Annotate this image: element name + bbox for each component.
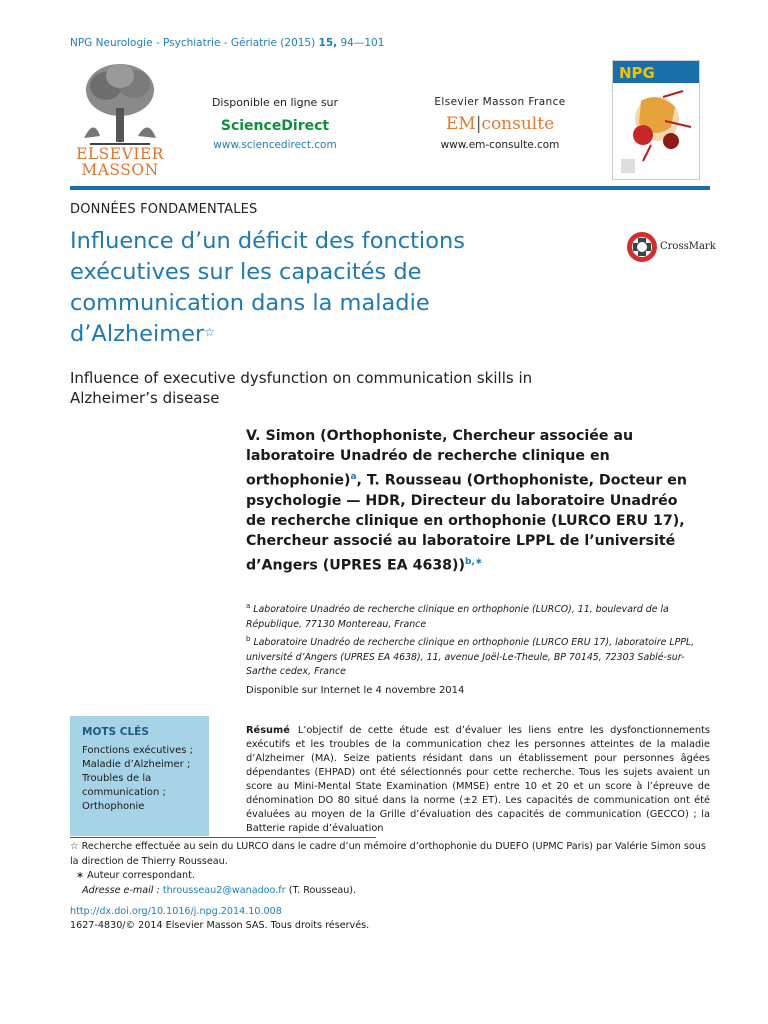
- journal-cover-image: [612, 60, 700, 180]
- elsevier-wordmark-line2: MASSON: [81, 161, 159, 179]
- abstract-text: L’objectif de cette étude est d’évaluer les liens entre les dysfonctionnements exécutifs et les troubles de la communication chez les personnes atteintes de la maladie d’Alzheimer (MA). Seize patients résidant dans un établissement pour personnes âgées dépendantes (EHPAD) ont été sélectionnés pour cette recherche. Tous les sujets avaient un score au Mini-Mental State Examination (MMSE) entre 10 et 20 et un score à l’épreuve de dénomination DO 80 situé dans la norme (±2 ET). Les capacités de communication ont été évaluées au moyen de la Grille d’évaluation des capacités de communication (GECCO) ; la Batterie rapide d’évaluation: [246, 725, 710, 834]
- affiliation-b: [246, 632, 706, 680]
- publisher-name: Elsevier Masson France: [434, 96, 566, 108]
- affiliation-a-text: Laboratoire Unadréo de recherche clinique en orthophonie (LURCO), 11, boulevard de la République, 77130 Montereau, France: [246, 604, 669, 630]
- crossmark-icon: [626, 230, 658, 264]
- footnote-corresp-text: Auteur correspondant.: [87, 870, 195, 881]
- affiliation-link-b[interactable]: b,∗: [465, 556, 483, 567]
- sciencedirect-logo[interactable]: ScienceDirect: [220, 118, 330, 134]
- affiliation-link-a[interactable]: a: [350, 471, 357, 482]
- journal-ref-pages: 94—101: [340, 37, 385, 49]
- crossmark-label: CrossMark: [660, 241, 716, 252]
- elsevier-masson-wordmark: [70, 146, 170, 178]
- journal-ref-prefix: NPG Neurologie - Psychiatrie - Gériatrie (2015): [70, 37, 316, 49]
- keywords-title: MOTS CLÉS: [82, 726, 149, 738]
- footnote-email: [70, 884, 714, 899]
- footnote-divider: [70, 837, 376, 838]
- english-title: Influence of executive dysfunction on communication skills in Alzheimer’s disease: [70, 369, 533, 407]
- footnotes: [70, 840, 714, 898]
- footnote-star-text: Recherche effectuée au sein du LURCO dans le cadre d’un mémoire d’orthophonie du DUEFO (UPMC Paris) par Valérie Simon sous la direction de Thierry Rousseau.: [70, 841, 706, 867]
- affiliation-a: [246, 599, 706, 632]
- journal-reference[interactable]: [70, 37, 384, 49]
- cover-title: NPG: [619, 64, 655, 82]
- available-online-label: Disponible en ligne sur: [211, 96, 339, 109]
- article-title: [70, 226, 550, 350]
- emconsulte-link[interactable]: www.em-consulte.com: [440, 139, 560, 151]
- keywords-list: [82, 744, 206, 814]
- keyword-item: Orthophonie: [82, 801, 145, 812]
- title-footnote-star[interactable]: ☆: [204, 325, 216, 339]
- header-divider: [70, 186, 710, 190]
- online-date: Disponible sur Internet le 4 novembre 2014: [246, 685, 465, 696]
- affiliations: [246, 599, 706, 680]
- keywords-box: [70, 716, 209, 836]
- keyword-item: Troubles de la communication ;: [82, 773, 166, 798]
- sciencedirect-link[interactable]: www.sciencedirect.com: [213, 139, 337, 151]
- author-rousseau: , T. Rousseau (Orthophoniste, Docteur en psychologie — HDR, Directeur du laboratoire Unadréo de recherche clinique en orthophonie (LURCO ERU 17), Chercheur associé au laboratoire LPPL de l’université d’Angers (UPRES EA 4638)): [246, 472, 688, 574]
- emconsulte-logo-consulte: consulte: [481, 114, 555, 134]
- keyword-item: Fonctions exécutives ;: [82, 745, 193, 756]
- email-label: Adresse e-mail :: [82, 884, 160, 896]
- crossmark-badge[interactable]: [626, 230, 716, 264]
- author-list: [246, 426, 696, 576]
- emconsulte-logo[interactable]: EM|consulte: [445, 114, 555, 134]
- keyword-item: Maladie d’Alzheimer ;: [82, 759, 191, 770]
- affiliation-b-text: Laboratoire Unadréo de recherche clinique en orthophonie (LURCO ERU 17), laboratoire LPPL, université d’Angers (UPRES EA 4638), 11, avenue Joël-Le-Theule, BP 70145, 72303 Sablé-sur-Sarthe cedex, France: [246, 637, 695, 678]
- doi-link[interactable]: http://dx.doi.org/10.1016/j.npg.2014.10.008: [70, 906, 282, 917]
- footnote-corresponding: [70, 869, 714, 884]
- email-link[interactable]: throusseau2@wanadoo.fr: [162, 884, 286, 896]
- affiliation-b-mark: b: [246, 635, 251, 644]
- emconsulte-block: [420, 96, 580, 151]
- affiliation-a-mark: a: [246, 602, 251, 610]
- footnote-star-mark: ☆: [70, 841, 79, 852]
- elsevier-wordmark-line1: ELSEVIER: [76, 145, 164, 163]
- footnote-corresp-mark: ∗: [76, 870, 85, 881]
- copyright-line: 1627-4830/© 2014 Elsevier Masson SAS. Tous droits réservés.: [70, 920, 370, 931]
- footnote-star: [70, 840, 714, 869]
- journal-ref-volume: 15,: [318, 37, 338, 49]
- sciencedirect-block: [195, 96, 355, 151]
- title-text: Influence d’un déficit des fonctions exécutives sur les capacités de communication dans la maladie d’Alzheimer: [70, 228, 465, 347]
- emconsulte-logo-em: EM: [445, 114, 476, 134]
- section-label: DONNÉES FONDAMENTALES: [70, 202, 258, 217]
- abstract-label: Résumé: [246, 725, 290, 736]
- abstract: [246, 724, 710, 836]
- author-simon: V. Simon (Orthophoniste, Chercheur associée au laboratoire Unadréo de recherche clinique en orthophonie): [246, 428, 634, 489]
- email-owner: (T. Rousseau).: [288, 884, 357, 896]
